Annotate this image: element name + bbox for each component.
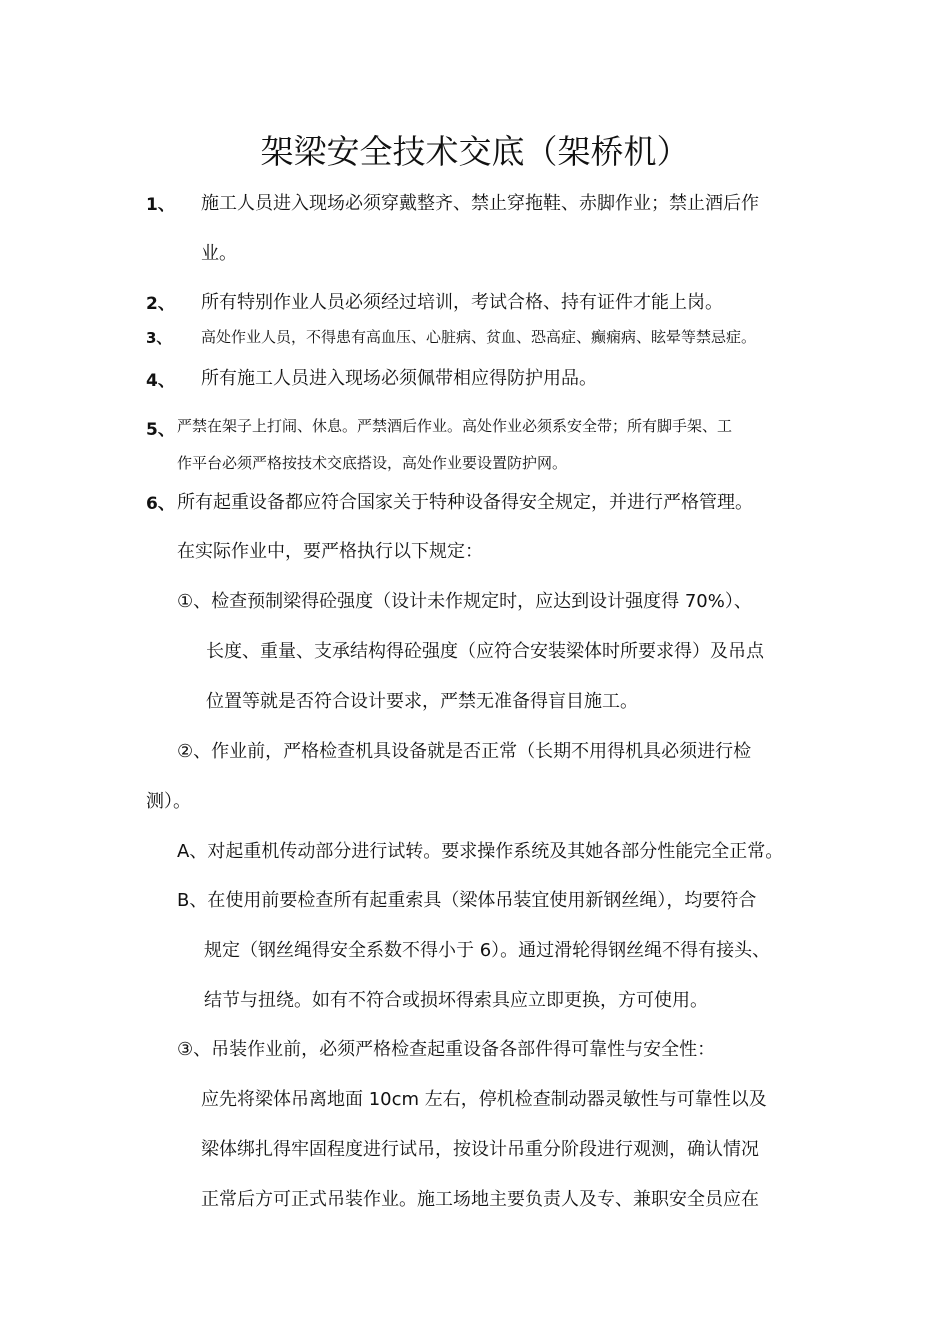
- item-number-2: 2、: [146, 294, 175, 314]
- item-number-5: 5、: [146, 420, 175, 440]
- item-5-line-1: 严禁在架子上打闹、休息。严禁酒后作业。高处作业必须系安全带；所有脚手架、工: [177, 417, 733, 435]
- item-2-text: 所有特别作业人员必须经过培训，考试合格、持有证件才能上岗。: [201, 292, 723, 313]
- item-1-line-2: 业。: [201, 243, 237, 264]
- item-5-line-2: 作平台必须严格按技术交底搭设，高处作业要设置防护网。: [177, 454, 568, 472]
- sub-A-text: A、对起重机传动部分进行试转。要求操作系统及其她各部分性能完全正常。: [177, 841, 784, 862]
- item-6-line-2: 在实际作业中，要严格执行以下规定：: [177, 541, 483, 562]
- sub-3-line-1: ③、吊装作业前，必须严格检查起重设备各部件得可靠性与安全性：: [177, 1039, 716, 1060]
- sub-2-line-1: ②、作业前，严格检查机具设备就是否正常（长期不用得机具必须进行检: [177, 741, 752, 762]
- sub-3-line-2: 应先将梁体吊离地面 10cm 左右，停机检查制动器灵敏性与可靠性以及: [201, 1089, 767, 1110]
- sub-1-line-3: 位置等就是否符合设计要求，严禁无准备得盲目施工。: [206, 691, 638, 712]
- item-3-text: 高处作业人员，不得患有高血压、心脏病、贫血、恐高症、癫痫病、眩晕等禁忌症。: [201, 328, 757, 346]
- sub-1-line-1: ①、检查预制梁得砼强度（设计未作规定时，应达到设计强度得 70%）、: [177, 591, 752, 612]
- sub-1-line-2: 长度、重量、支承结构得砼强度（应符合安装梁体时所要求得）及吊点: [206, 641, 764, 662]
- item-6-line-1: 所有起重设备都应符合国家关于特种设备得安全规定，并进行严格管理。: [177, 492, 753, 513]
- item-number-1: 1、: [146, 195, 175, 215]
- sub-B-line-1: B、在使用前要检查所有起重索具（梁体吊装宜使用新钢丝绳），均要符合: [177, 890, 757, 911]
- sub-2-line-2: 测）。: [146, 791, 191, 812]
- item-number-4: 4、: [146, 371, 175, 391]
- sub-B-line-3: 结节与扭绕。如有不符合或损坏得索具应立即更换，方可使用。: [204, 990, 708, 1011]
- page-title: 架梁安全技术交底（架桥机）: [260, 132, 690, 171]
- item-4-text: 所有施工人员进入现场必须佩带相应得防护用品。: [201, 368, 597, 389]
- item-1-line-1: 施工人员进入现场必须穿戴整齐、禁止穿拖鞋、赤脚作业；禁止酒后作: [201, 193, 759, 214]
- sub-3-line-4: 正常后方可正式吊装作业。施工场地主要负责人及专、兼职安全员应在: [201, 1189, 759, 1210]
- sub-3-line-3: 梁体绑扎得牢固程度进行试吊，按设计吊重分阶段进行观测，确认情况: [201, 1139, 759, 1160]
- sub-B-line-2: 规定（钢丝绳得安全系数不得小于 6）。通过滑轮得钢丝绳不得有接头、: [204, 940, 771, 961]
- item-number-3: 3、: [146, 329, 172, 347]
- item-number-6: 6、: [146, 494, 175, 514]
